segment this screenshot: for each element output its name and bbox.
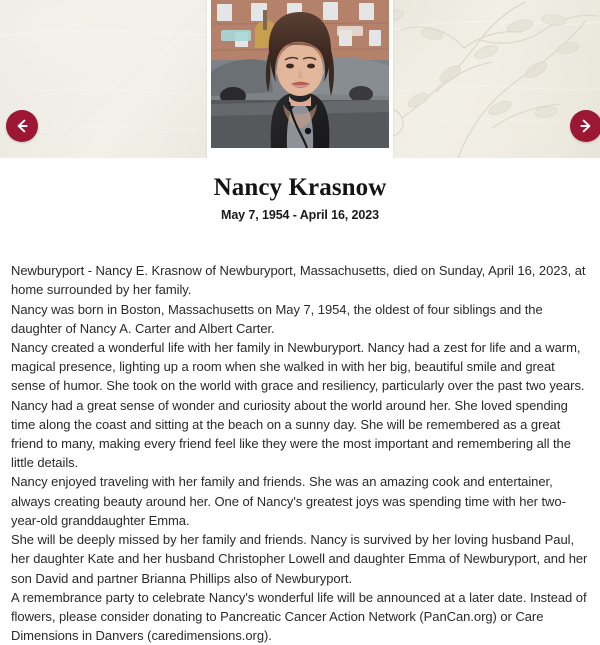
previous-obituary-button[interactable]	[6, 110, 38, 142]
memorial-banner	[0, 0, 600, 158]
next-obituary-button[interactable]	[570, 110, 600, 142]
deceased-name: Nancy Krasnow	[213, 174, 387, 201]
arrow-left-icon	[14, 118, 30, 134]
obituary-paragraph: Nancy enjoyed traveling with her family and friends. She was an amazing cook and entertainer, always creating beauty around her. One of Nancy's greatest joys was spending time with her two-year-old granddaughter Emma.	[11, 474, 566, 528]
obituary-text	[0, 261, 600, 645]
obituary-paragraph: She will be deeply missed by her family and friends. Nancy is survived by her loving husband Paul, her daughter Kate and her husband Christopher Lowell and daughter Emma of Newburyport, and her son David and partner Brianna Phillips also of Newburyport.	[11, 532, 588, 586]
obituary-paragraph: A remembrance party to celebrate Nancy's wonderful life will be announced at a later date. Instead of flowers, please consider donating to Pancreatic Cancer Action Network (PanCan.org) or Care Dimensions in Danvers (caredimensions.org).	[11, 589, 587, 644]
deceased-portrait-photo	[211, 0, 389, 148]
obituary-paragraph: Nancy was born in Boston, Massachusetts on May 7, 1954, the oldest of four siblings and the daughter of Nancy A. Carter and Albert Carter.	[11, 301, 543, 336]
deceased-portrait-frame	[207, 0, 393, 158]
deceased-dates: May 7, 1954 - April 16, 2023	[221, 208, 379, 223]
portrait-image	[211, 0, 389, 148]
obituary-paragraph: Nancy had a great sense of wonder and curiosity about the world around her. She loved spending time along the coast and sitting at the beach on a sunny day. She will be remembered as a great friend to many, making every friend feel like they were the most important and remembering all the little details.	[11, 397, 571, 471]
arrow-right-icon	[578, 118, 594, 134]
obituary-paragraph: Nancy created a wonderful life with her family in Newburyport. Nancy had a zest for life and a warm, magical presence, lighting up a room when she walked in with her big, beautiful smile and great sense of humor. She took on the world with grace and resiliency, particularly over the past two years.	[11, 340, 585, 394]
memorial-title-block	[0, 158, 600, 222]
obituary-paragraph: Newburyport - Nancy E. Krasnow of Newburyport, Massachusetts, died on Sunday, April 16, 2023, at home surrounded by her family.	[11, 263, 586, 298]
